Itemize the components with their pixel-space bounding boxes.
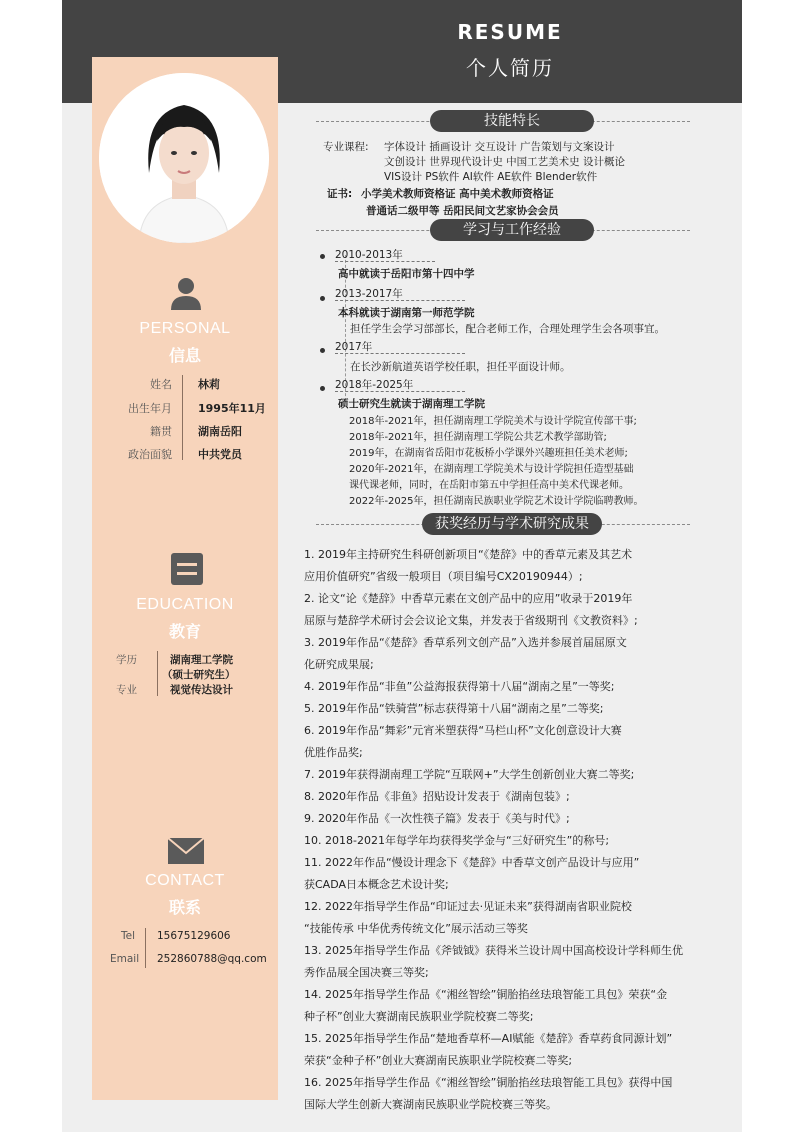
year-underline xyxy=(335,353,465,354)
person-icon xyxy=(170,276,202,314)
contact-title-cn: 联系 xyxy=(168,898,201,917)
name-label: 姓名 xyxy=(150,378,172,391)
personal-title-en: PERSONAL xyxy=(139,320,231,337)
major-value: 视觉传达设计 xyxy=(170,684,233,696)
exp-year-3: 2017年 xyxy=(335,341,373,353)
exp-year-4: 2018年-2025年 xyxy=(335,379,414,391)
name-value: 林莉 xyxy=(198,378,220,391)
award-line: 10. 2018-2021年每学年均获得奖学金与“三好研究生”的称号; xyxy=(304,834,610,847)
year-underline xyxy=(335,300,465,301)
year-underline xyxy=(335,391,465,392)
award-line: 秀作品展全国决赛三等奖; xyxy=(304,966,429,979)
hometown-value: 湖南岳阳 xyxy=(198,425,242,438)
award-line: 3. 2019年作品“《楚辞》香草系列文创产品”入选并参展首届屈原文 xyxy=(304,636,627,649)
envelope-icon xyxy=(168,838,204,868)
cert-label: 证书: xyxy=(327,188,353,200)
awards-section-title: 获奖经历与学术研究成果 xyxy=(422,513,602,535)
book-icon xyxy=(171,553,203,589)
exp-detail-5: 课代课老师，同时，在岳阳市第五中学担任高中美术代课老师。 xyxy=(349,480,629,491)
degree-value-line2: （硕士研究生） xyxy=(162,669,236,681)
award-line: 应用价值研究”省级一般项目（项目编号CX20190944）; xyxy=(304,570,583,583)
award-line: 5. 2019年作品“铁骑营”标志获得第十八届“湖南之星”二等奖; xyxy=(304,702,604,715)
exp-detail-3: 2019年，在湖南省岳阳市花板桥小学课外兴趣班担任美术老师; xyxy=(349,448,628,459)
award-line: 15. 2025年指导学生作品“楚地香草杯—AI赋能《楚辞》香草药食同源计划” xyxy=(304,1032,673,1045)
avatar xyxy=(99,73,269,243)
award-line: 16. 2025年指导学生作品《“湘丝智绘”铜胎掐丝珐琅智能工具包》获得中国 xyxy=(304,1076,673,1089)
tel-value[interactable]: 15675129606 xyxy=(157,930,231,942)
award-line: 获CADA日本概念艺术设计奖; xyxy=(304,878,449,891)
exp-title-2: 本科就读于湖南第一师范学院 xyxy=(338,307,475,319)
birth-value: 1995年11月 xyxy=(198,402,266,415)
education-title-en: EDUCATION xyxy=(136,596,234,613)
degree-label: 学历 xyxy=(116,654,137,666)
award-line: 屈原与楚辞学术研讨会会议论文集，并发表于省级期刊《文教资料》; xyxy=(304,614,638,627)
year-underline xyxy=(335,261,435,262)
timeline-dot xyxy=(320,296,325,301)
exp-detail-1: 2018年-2021年，担任湖南理工学院美术与设计学院宣传部干事; xyxy=(349,416,637,427)
award-line: 4. 2019年作品“非鱼”公益海报获得第十八届“湖南之星”一等奖; xyxy=(304,680,615,693)
award-line: 荣获“金种子杯”创业大赛湖南民族职业学院校赛二等奖; xyxy=(304,1054,573,1067)
timeline-dot xyxy=(320,386,325,391)
politics-label: 政治面貌 xyxy=(128,448,172,461)
contact-title-en: CONTACT xyxy=(145,872,225,889)
hometown-label: 籍贯 xyxy=(150,425,172,438)
birth-label: 出生年月 xyxy=(128,402,172,415)
award-line: 11. 2022年作品“慢设计理念下《楚辞》中香草文创产品设计与应用” xyxy=(304,856,640,869)
exp-title-1: 高中就读于岳阳市第十四中学 xyxy=(338,268,475,280)
award-line: 1. 2019年主持研究生科研创新项目“《楚辞》中的香草元素及其艺术 xyxy=(304,548,633,561)
award-line: 14. 2025年指导学生作品《“湘丝智绘”铜胎掐丝珐琅智能工具包》荣获“金 xyxy=(304,988,668,1001)
courses-label: 专业课程: xyxy=(323,141,369,153)
award-line: 8. 2020年作品《非鱼》招贴设计发表于《湖南包装》; xyxy=(304,790,570,803)
email-value[interactable]: 252860788@qq.com xyxy=(157,953,267,965)
exp-desc-2: 担任学生会学习部部长，配合老师工作，合理处理学生会各项事宜。 xyxy=(350,323,665,335)
education-divider xyxy=(157,651,158,696)
award-line: “技能传承 中华优秀传统文化”展示活动三等奖 xyxy=(304,922,528,935)
courses-line2: 文创设计 世界现代设计史 中国工艺美术史 设计概论 xyxy=(384,156,626,168)
exp-year-1: 2010-2013年 xyxy=(335,249,403,261)
resume-title-cn: 个人简历 xyxy=(466,56,554,80)
exp-title-4: 硕士研究生就读于湖南理工学院 xyxy=(338,398,485,410)
award-line: 国际大学生创新大赛湖南民族职业学院校赛三等奖。 xyxy=(304,1098,557,1111)
education-title-cn: 教育 xyxy=(168,622,201,641)
award-line: 2. 论文“论《楚辞》中香草元素在文创产品中的应用”收录于2019年 xyxy=(304,592,633,605)
personal-title-cn: 信息 xyxy=(168,346,201,365)
email-label: Email xyxy=(110,953,140,965)
award-line: 7. 2019年获得湖南理工学院“互联网+”大学生创新创业大赛二等奖; xyxy=(304,768,635,781)
award-line: 种子杯”创业大赛湖南民族职业学院校赛二等奖; xyxy=(304,1010,534,1023)
exp-detail-2: 2018年-2021年，担任湖南理工学院公共艺术教学部助管; xyxy=(349,432,607,443)
award-line: 6. 2019年作品“舞彩”元宵米塑获得“马栏山杯”文化创意设计大赛 xyxy=(304,724,622,737)
award-line: 优胜作品奖; xyxy=(304,746,363,759)
exp-detail-4: 2020年-2021年，在湖南理工学院美术与设计学院担任造型基础 xyxy=(349,464,634,475)
award-line: 化研究成果展; xyxy=(304,658,374,671)
experience-section-title: 学习与工作经验 xyxy=(430,219,594,241)
exp-year-2: 2013-2017年 xyxy=(335,288,403,300)
politics-value: 中共党员 xyxy=(198,448,242,461)
award-line: 12. 2022年指导学生作品“印证过去·见证未来”获得湖南省职业院校 xyxy=(304,900,632,913)
exp-desc-3: 在长沙新航道英语学校任职，担任平面设计师。 xyxy=(350,361,571,373)
award-line: 13. 2025年指导学生作品《斧钺钺》获得米兰设计周中国高校设计学科师生优 xyxy=(304,944,683,957)
timeline-dot xyxy=(320,254,325,259)
major-label: 专业 xyxy=(116,684,137,696)
award-line: 9. 2020年作品《一次性筷子篇》发表于《美与时代》; xyxy=(304,812,570,825)
courses-line1: 字体设计 插画设计 交互设计 广告策划与文案设计 xyxy=(384,141,615,153)
tel-label: Tel xyxy=(121,930,136,942)
degree-value-line1: 湖南理工学院 xyxy=(170,654,233,666)
timeline-dot xyxy=(320,348,325,353)
resume-title: RESUME xyxy=(457,20,563,44)
courses-line3: VIS设计 PS软件 AI软件 AE软件 Blender软件 xyxy=(384,171,598,183)
cert-line2: 普通话二级甲等 岳阳民间文艺家协会会员 xyxy=(366,205,559,217)
skills-section-title: 技能特长 xyxy=(430,110,594,132)
cert-line1: 小学美术教师资格证 高中美术教师资格证 xyxy=(361,188,554,200)
personal-divider xyxy=(182,375,183,460)
exp-detail-6: 2022年-2025年，担任湖南民族职业学院艺术设计学院临聘教师。 xyxy=(349,496,644,507)
contact-divider xyxy=(145,928,146,968)
